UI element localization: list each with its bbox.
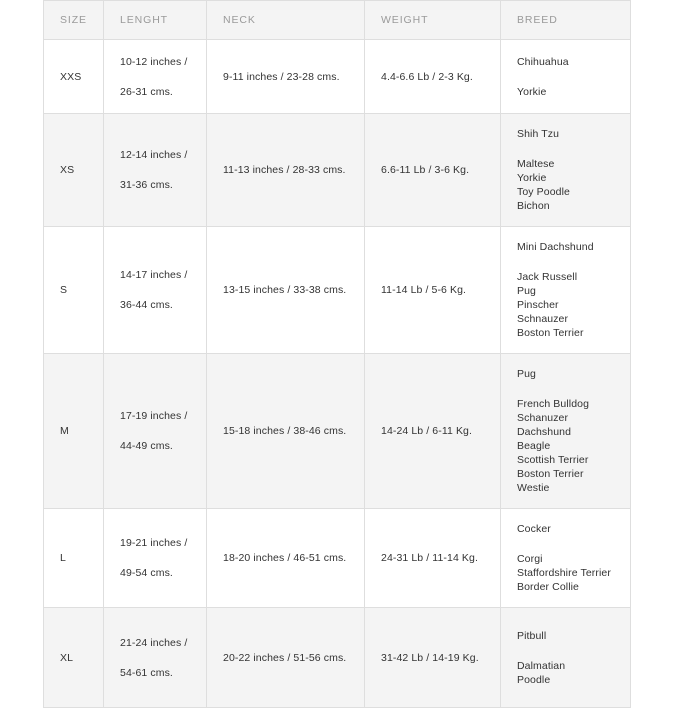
- size-cell: S: [44, 227, 104, 354]
- breed-item: Boston Terrier: [517, 327, 584, 339]
- neck-cell: 15-18 inches / 38-46 cms.: [207, 354, 365, 509]
- size-cell: XXS: [44, 40, 104, 114]
- table-row: [44, 40, 631, 114]
- length-inches: 21-24 inches /: [120, 636, 188, 649]
- weight-cell: 24-31 Lb / 11-14 Kg.: [365, 509, 501, 608]
- neck-cell: 18-20 inches / 46-51 cms.: [207, 509, 365, 608]
- breed-item: Beagle: [517, 440, 551, 452]
- breed-item: Maltese: [517, 158, 555, 170]
- neck-cell: 9-11 inches / 23-28 cms.: [207, 40, 365, 114]
- table-row: [44, 354, 631, 509]
- breed-item: Westie: [517, 482, 550, 494]
- size-table: [43, 0, 631, 708]
- length-cms: 44-49 cms.: [120, 440, 173, 452]
- breed-item: Pitbull: [517, 629, 547, 642]
- breed-item: Toy Poodle: [517, 186, 570, 198]
- weight-cell: 4.4-6.6 Lb / 2-3 Kg.: [365, 40, 501, 114]
- breed-cell: [501, 354, 631, 509]
- length-cms: 54-61 cms.: [120, 666, 173, 679]
- table-row: [44, 227, 631, 354]
- breed-item: Shih Tzu: [517, 128, 560, 140]
- header-size: SIZE: [44, 1, 104, 40]
- neck-cell: 20-22 inches / 51-56 cms.: [207, 608, 365, 708]
- size-cell: XS: [44, 114, 104, 227]
- length-cell: [104, 608, 207, 708]
- size-cell: M: [44, 354, 104, 509]
- breed-item: Pinscher: [517, 299, 559, 311]
- breed-item: Bichon: [517, 200, 550, 212]
- length-cell: [104, 509, 207, 608]
- length-inches: 12-14 inches /: [120, 149, 188, 161]
- table-row: [44, 114, 631, 227]
- table-row: [44, 608, 631, 708]
- length-inches: 14-17 inches /: [120, 269, 188, 281]
- breed-cell: [501, 608, 631, 708]
- length-inches: 10-12 inches /: [120, 55, 188, 68]
- breed-item: Mini Dachshund: [517, 241, 594, 253]
- breed-item: Corgi: [517, 553, 543, 565]
- length-cell: [104, 354, 207, 509]
- breed-item: Jack Russell: [517, 271, 578, 283]
- breed-item: Yorkie: [517, 85, 547, 98]
- weight-cell: 31-42 Lb / 14-19 Kg.: [365, 608, 501, 708]
- breed-item: Staffordshire Terrier: [517, 567, 611, 579]
- size-cell: XL: [44, 608, 104, 708]
- length-cell: [104, 227, 207, 354]
- neck-cell: 11-13 inches / 28-33 cms.: [207, 114, 365, 227]
- length-cms: 31-36 cms.: [120, 179, 173, 191]
- length-inches: 19-21 inches /: [120, 537, 188, 549]
- breed-item: Schanuzer: [517, 412, 569, 424]
- breed-item: Boston Terrier: [517, 468, 584, 480]
- length-inches: 17-19 inches /: [120, 410, 188, 422]
- length-cell: [104, 40, 207, 114]
- breed-cell: [501, 227, 631, 354]
- weight-cell: 11-14 Lb / 5-6 Kg.: [365, 227, 501, 354]
- breed-item: Schnauzer: [517, 313, 569, 325]
- breed-cell: [501, 509, 631, 608]
- length-cms: 36-44 cms.: [120, 299, 173, 311]
- size-cell: L: [44, 509, 104, 608]
- weight-cell: 14-24 Lb / 6-11 Kg.: [365, 354, 501, 509]
- breed-item: French Bulldog: [517, 398, 590, 410]
- length-cms: 49-54 cms.: [120, 567, 173, 579]
- breed-item: Chihuahua: [517, 55, 569, 68]
- breed-item: Poodle: [517, 673, 551, 686]
- header-neck: NECK: [207, 1, 365, 40]
- breed-item: Scottish Terrier: [517, 454, 589, 466]
- table-header-row: [44, 1, 631, 40]
- breed-item: Dalmatian: [517, 659, 566, 672]
- breed-item: Pug: [517, 285, 536, 297]
- weight-cell: 6.6-11 Lb / 3-6 Kg.: [365, 114, 501, 227]
- breed-cell: [501, 40, 631, 114]
- breed-item: Yorkie: [517, 172, 547, 184]
- length-cell: [104, 114, 207, 227]
- header-breed: BREED: [501, 1, 631, 40]
- breed-item: Border Collie: [517, 581, 579, 593]
- header-length: LENGHT: [104, 1, 207, 40]
- breed-cell: [501, 114, 631, 227]
- breed-item: Cocker: [517, 523, 551, 535]
- breed-item: Pug: [517, 368, 536, 380]
- neck-cell: 13-15 inches / 33-38 cms.: [207, 227, 365, 354]
- length-cms: 26-31 cms.: [120, 85, 173, 98]
- breed-item: Dachshund: [517, 426, 572, 438]
- table-row: [44, 509, 631, 608]
- header-weight: WEIGHT: [365, 1, 501, 40]
